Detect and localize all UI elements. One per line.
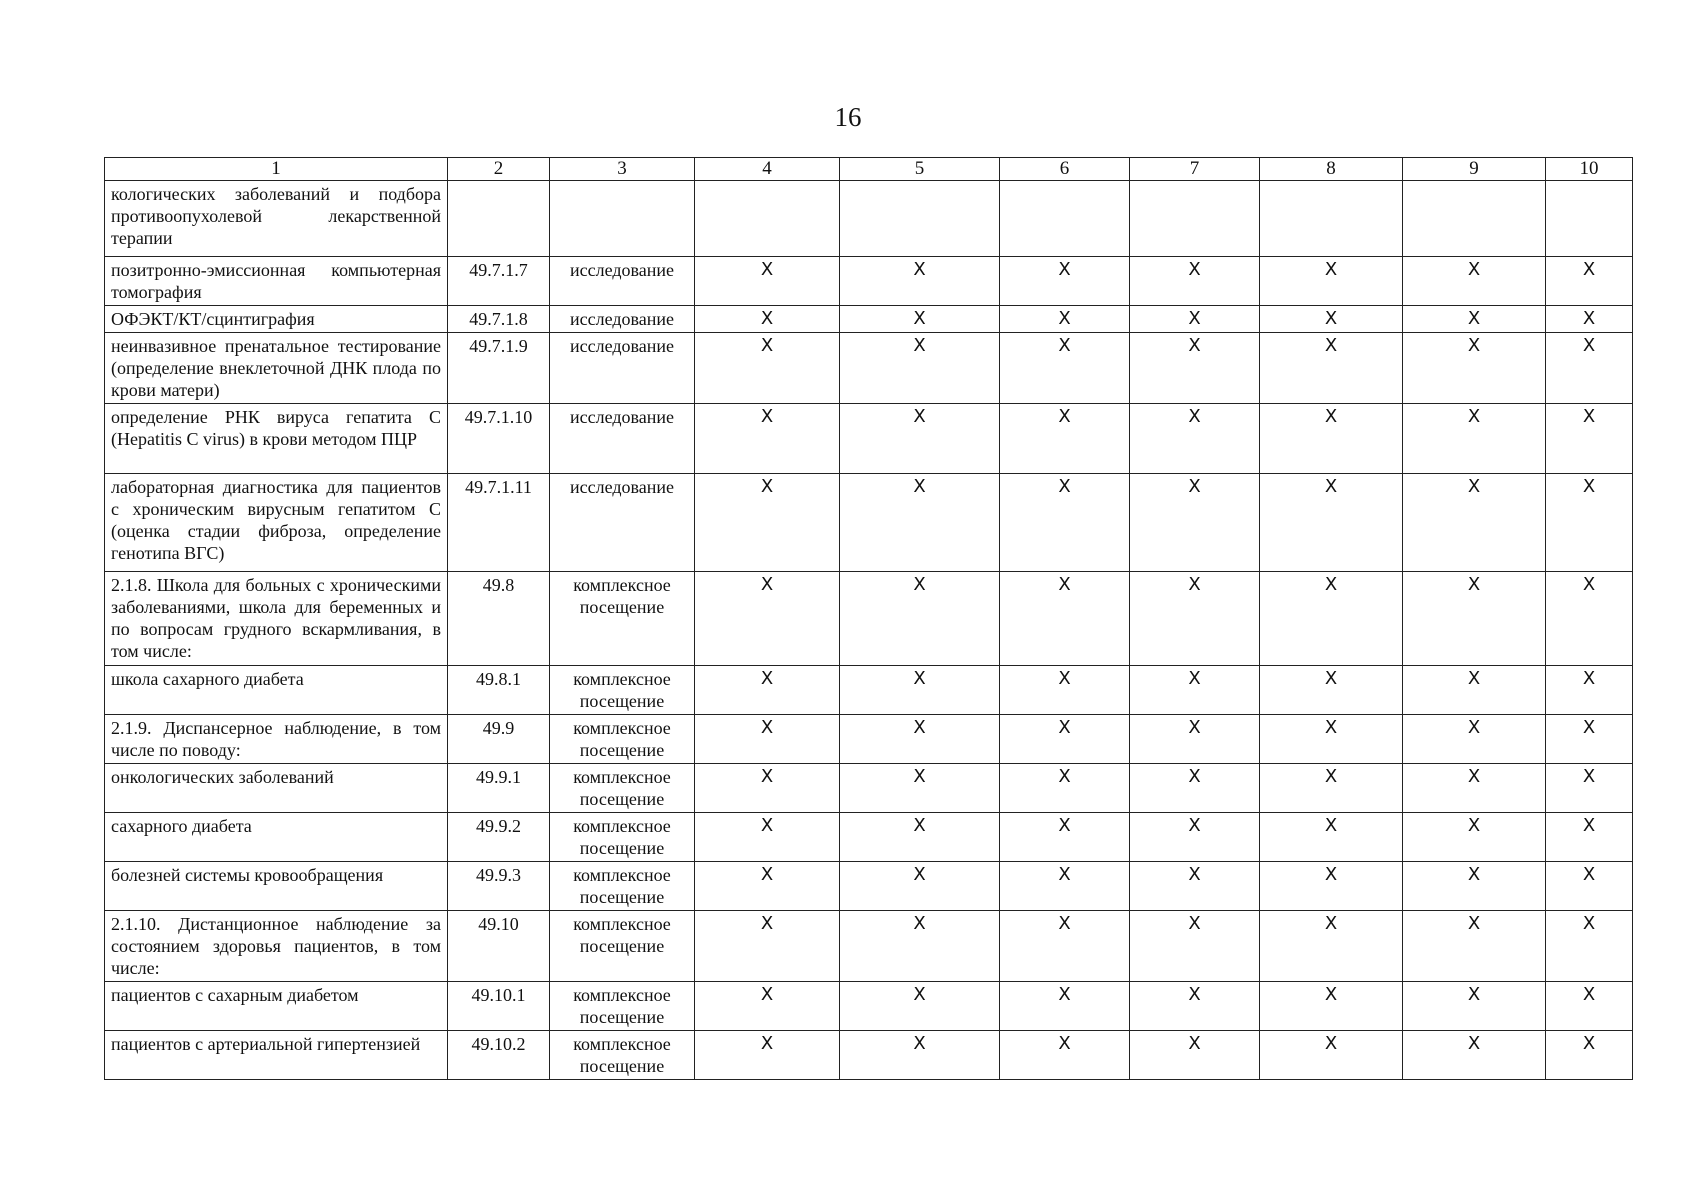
mark-cell: X <box>1403 911 1546 982</box>
service-name-cell: 2.1.8. Школа для больных с хроническими заболеваниями, школа для беременных и по вопросам грудного вскармливания, в том числе: <box>105 572 448 666</box>
mark-cell: X <box>840 715 1000 764</box>
mark-cell: X <box>1403 666 1546 715</box>
column-header: 4 <box>695 158 840 181</box>
mark-cell: X <box>1546 333 1633 404</box>
mark-cell: X <box>840 813 1000 862</box>
service-name-cell: кологических заболеваний и подбора противоопухолевой лекарственной терапии <box>105 181 448 257</box>
mark-cell: X <box>695 333 840 404</box>
mark-cell: X <box>1130 257 1260 306</box>
mark-cell: X <box>1000 764 1130 813</box>
service-name-cell: онкологических заболеваний <box>105 764 448 813</box>
mark-cell: X <box>1260 333 1403 404</box>
mark-cell: X <box>1260 911 1403 982</box>
unit-cell: комплексное посещение <box>550 862 695 911</box>
mark-cell: X <box>1403 257 1546 306</box>
table-row <box>105 306 1633 333</box>
mark-cell: X <box>1260 666 1403 715</box>
mark-cell: X <box>1130 764 1260 813</box>
mark-cell: X <box>1260 572 1403 666</box>
mark-cell: X <box>1403 1031 1546 1080</box>
service-name-cell: определение РНК вируса гепатита С (Hepatitis C virus) в крови методом ПЦР <box>105 404 448 474</box>
mark-cell <box>840 181 1000 257</box>
table-row <box>105 1031 1633 1080</box>
unit-cell: исследование <box>550 333 695 404</box>
table-row <box>105 666 1633 715</box>
mark-cell: X <box>695 813 840 862</box>
mark-cell: X <box>1130 474 1260 572</box>
mark-cell: X <box>1403 572 1546 666</box>
mark-cell: X <box>1260 813 1403 862</box>
mark-cell: X <box>1000 572 1130 666</box>
mark-cell: X <box>1000 715 1130 764</box>
service-name-cell: ОФЭКТ/КТ/сцинтиграфия <box>105 306 448 333</box>
service-code-cell: 49.10.2 <box>448 1031 550 1080</box>
mark-cell: X <box>1000 911 1130 982</box>
mark-cell: X <box>1546 474 1633 572</box>
mark-cell: X <box>1130 404 1260 474</box>
mark-cell: X <box>1000 474 1130 572</box>
mark-cell <box>1130 181 1260 257</box>
column-header: 3 <box>550 158 695 181</box>
unit-cell: исследование <box>550 474 695 572</box>
service-code-cell: 49.9.1 <box>448 764 550 813</box>
mark-cell: X <box>695 982 840 1031</box>
table-row <box>105 862 1633 911</box>
mark-cell: X <box>1000 813 1130 862</box>
mark-cell: X <box>840 764 1000 813</box>
service-code-cell: 49.10 <box>448 911 550 982</box>
service-code-cell: 49.8.1 <box>448 666 550 715</box>
mark-cell: X <box>840 257 1000 306</box>
mark-cell: X <box>1260 862 1403 911</box>
mark-cell: X <box>1130 333 1260 404</box>
mark-cell: X <box>1546 257 1633 306</box>
service-name-cell: 2.1.9. Диспансерное наблюдение, в том числе по поводу: <box>105 715 448 764</box>
table-row <box>105 474 1633 572</box>
service-code-cell: 49.8 <box>448 572 550 666</box>
mark-cell: X <box>1546 306 1633 333</box>
mark-cell: X <box>1546 862 1633 911</box>
column-header: 9 <box>1403 158 1546 181</box>
mark-cell: X <box>1130 862 1260 911</box>
table-row <box>105 404 1633 474</box>
mark-cell: X <box>695 404 840 474</box>
mark-cell: X <box>1130 572 1260 666</box>
mark-cell: X <box>695 306 840 333</box>
mark-cell: X <box>695 666 840 715</box>
mark-cell: X <box>1260 764 1403 813</box>
service-code-cell: 49.9.3 <box>448 862 550 911</box>
mark-cell: X <box>840 333 1000 404</box>
mark-cell: X <box>1000 862 1130 911</box>
mark-cell: X <box>1130 306 1260 333</box>
table-row <box>105 715 1633 764</box>
service-code-cell: 49.7.1.8 <box>448 306 550 333</box>
mark-cell: X <box>1546 1031 1633 1080</box>
unit-cell: комплексное посещение <box>550 666 695 715</box>
service-code-cell: 49.7.1.10 <box>448 404 550 474</box>
mark-cell <box>1403 181 1546 257</box>
table-row <box>105 813 1633 862</box>
mark-cell: X <box>695 862 840 911</box>
mark-cell: X <box>840 474 1000 572</box>
unit-cell: исследование <box>550 404 695 474</box>
service-code-cell: 49.9 <box>448 715 550 764</box>
unit-cell <box>550 181 695 257</box>
mark-cell: X <box>1260 306 1403 333</box>
mark-cell: X <box>1403 715 1546 764</box>
column-header: 10 <box>1546 158 1633 181</box>
mark-cell: X <box>840 862 1000 911</box>
mark-cell: X <box>1000 1031 1130 1080</box>
services-table <box>104 157 1633 1080</box>
mark-cell: X <box>1403 474 1546 572</box>
column-header: 5 <box>840 158 1000 181</box>
mark-cell: X <box>1546 911 1633 982</box>
mark-cell: X <box>695 257 840 306</box>
table-row <box>105 181 1633 257</box>
service-name-cell: пациентов с сахарным диабетом <box>105 982 448 1031</box>
service-code-cell: 49.9.2 <box>448 813 550 862</box>
mark-cell: X <box>1130 982 1260 1031</box>
page-number: 16 <box>834 102 862 132</box>
service-name-cell: болезней системы кровообращения <box>105 862 448 911</box>
mark-cell: X <box>1403 404 1546 474</box>
mark-cell: X <box>1546 715 1633 764</box>
mark-cell: X <box>1546 572 1633 666</box>
unit-cell: комплексное посещение <box>550 1031 695 1080</box>
table-row <box>105 257 1633 306</box>
mark-cell: X <box>840 306 1000 333</box>
mark-cell: X <box>840 911 1000 982</box>
mark-cell: X <box>1000 666 1130 715</box>
mark-cell: X <box>1000 333 1130 404</box>
table-row <box>105 982 1633 1031</box>
service-name-cell: пациентов с артериальной гипертензией <box>105 1031 448 1080</box>
mark-cell: X <box>1260 257 1403 306</box>
mark-cell: X <box>840 666 1000 715</box>
mark-cell: X <box>1546 982 1633 1031</box>
mark-cell: X <box>1403 306 1546 333</box>
unit-cell: исследование <box>550 306 695 333</box>
mark-cell: X <box>1403 982 1546 1031</box>
service-code-cell: 49.10.1 <box>448 982 550 1031</box>
mark-cell <box>1260 181 1403 257</box>
service-name-cell: лабораторная диагностика для пациентов с хроническим вирусным гепатитом С (оценка стадии фиброза, определение генотипа ВГС) <box>105 474 448 572</box>
mark-cell: X <box>1260 715 1403 764</box>
mark-cell: X <box>1260 474 1403 572</box>
mark-cell: X <box>1546 813 1633 862</box>
column-header: 2 <box>448 158 550 181</box>
unit-cell: комплексное посещение <box>550 572 695 666</box>
mark-cell: X <box>695 1031 840 1080</box>
service-name-cell: сахарного диабета <box>105 813 448 862</box>
mark-cell: X <box>1000 982 1130 1031</box>
mark-cell: X <box>840 1031 1000 1080</box>
mark-cell: X <box>695 474 840 572</box>
mark-cell: X <box>695 764 840 813</box>
unit-cell: комплексное посещение <box>550 982 695 1031</box>
column-header: 1 <box>105 158 448 181</box>
mark-cell: X <box>1130 813 1260 862</box>
unit-cell: исследование <box>550 257 695 306</box>
mark-cell: X <box>1403 862 1546 911</box>
service-name-cell: позитронно-эмиссионная компьютерная томография <box>105 257 448 306</box>
column-number-row <box>105 158 1633 181</box>
mark-cell: X <box>1260 1031 1403 1080</box>
table-row <box>105 572 1633 666</box>
mark-cell: X <box>840 982 1000 1031</box>
mark-cell: X <box>1546 404 1633 474</box>
mark-cell <box>695 181 840 257</box>
service-name-cell: школа сахарного диабета <box>105 666 448 715</box>
service-code-cell <box>448 181 550 257</box>
mark-cell <box>1000 181 1130 257</box>
column-header: 8 <box>1260 158 1403 181</box>
mark-cell: X <box>1130 715 1260 764</box>
mark-cell: X <box>1403 813 1546 862</box>
mark-cell: X <box>1130 666 1260 715</box>
mark-cell: X <box>1130 1031 1260 1080</box>
unit-cell: комплексное посещение <box>550 911 695 982</box>
unit-cell: комплексное посещение <box>550 764 695 813</box>
mark-cell: X <box>695 911 840 982</box>
table-row <box>105 333 1633 404</box>
mark-cell: X <box>1260 982 1403 1031</box>
service-name-cell: 2.1.10. Дистанционное наблюдение за состоянием здоровья пациентов, в том числе: <box>105 911 448 982</box>
mark-cell: X <box>1546 764 1633 813</box>
table-row <box>105 764 1633 813</box>
table-row <box>105 911 1633 982</box>
mark-cell: X <box>1260 404 1403 474</box>
mark-cell: X <box>1000 257 1130 306</box>
unit-cell: комплексное посещение <box>550 813 695 862</box>
service-code-cell: 49.7.1.9 <box>448 333 550 404</box>
mark-cell: X <box>1403 333 1546 404</box>
mark-cell: X <box>695 572 840 666</box>
mark-cell: X <box>840 404 1000 474</box>
column-header: 7 <box>1130 158 1260 181</box>
mark-cell: X <box>695 715 840 764</box>
mark-cell: X <box>1000 306 1130 333</box>
service-code-cell: 49.7.1.7 <box>448 257 550 306</box>
service-name-cell: неинвазивное пренатальное тестирование (определение внеклеточной ДНК плода по крови матери) <box>105 333 448 404</box>
mark-cell <box>1546 181 1633 257</box>
mark-cell: X <box>1000 404 1130 474</box>
mark-cell: X <box>1403 764 1546 813</box>
column-header: 6 <box>1000 158 1130 181</box>
unit-cell: комплексное посещение <box>550 715 695 764</box>
mark-cell: X <box>840 572 1000 666</box>
service-code-cell: 49.7.1.11 <box>448 474 550 572</box>
mark-cell: X <box>1546 666 1633 715</box>
mark-cell: X <box>1130 911 1260 982</box>
